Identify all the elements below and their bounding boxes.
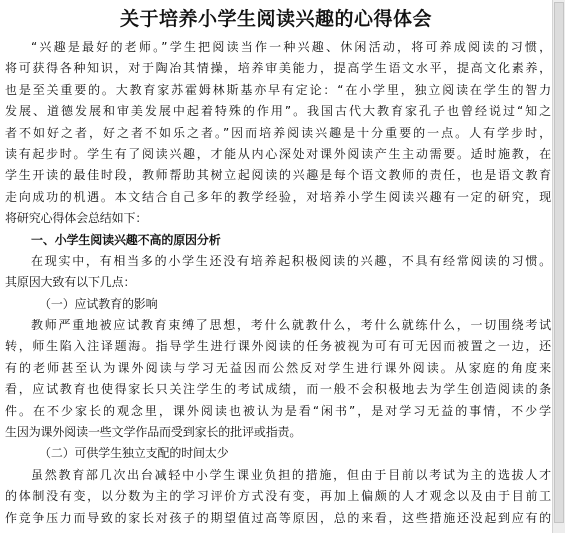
document-title: 关于培养小学生阅读兴趣的心得体会 [119,8,432,30]
paragraph-line: 者不如好之者，好之者不如乐之者。”因而培养阅读兴趣是十分重要的一点。人有学步时， [5,125,551,140]
paragraph-line: 教师严重地被应试教育束缚了思想，考什么就教什么，考什么就练什么，一切围绕考试 [31,318,551,333]
paragraph-line: 在现实中，有相当多的小学生还没有培养起积极阅读的兴趣，不具有经常阅读的习惯。 [31,253,551,268]
paragraph-line: 作竞争压力而导致的家长对孩子的期望值过高等原因，总的来看，这些措施还没起到应有的 [5,510,551,525]
paragraph-line: 学生开读的最佳时段，教师帮助其树立起阅读的兴趣是每个语文教师的责任，也是语文教育 [5,168,551,183]
section-heading: 一、小学生阅读兴趣不高的原因分析 [31,232,221,247]
paragraph-line: 虽然教育部几次出台减轻中小学生课业负担的措施，但由于目前以考试为主的选拔人才 [31,467,551,482]
paragraph-line: 其原因大致有以下几点： [5,275,136,290]
paragraph-line: 将可获得各种知识，对于陶冶其情操，培养审美能力，提高学生语文水平，提高文化素养， [5,61,551,76]
paragraph-line: 看，应试教育也使得家长只关注学生的考试成绩，而一般不会积极地去为学生创造阅读的条 [5,382,551,397]
vertical-scrollbar[interactable] [552,0,565,533]
paragraph-line: 读有起步时。学生有了阅读兴趣，才能从内心深处对课外阅读产生主动需要。适时施教，在 [5,146,551,161]
paragraph-line: 有的老师甚至认为课外阅读与学习无益因而公然反对学生进行课外阅读。从家庭的角度来 [5,360,551,375]
scrollbar-thumb[interactable] [554,2,564,523]
paragraph-line: 也是至关重要的。大教育家苏霍姆林斯基亦早有定论：“在小学里，独立阅读在学生的智力 [5,82,551,97]
paragraph-line: 转，师生陷入注译题海。指导学生进行课外阅读的任务被视为可有可无因而被置之一边，还 [5,339,551,354]
section-heading: （一）应试教育的影响 [39,296,158,311]
paragraph-line: 的体制没有变，以分数为主的学习评价方式没有变，再加上偏颇的人才观念以及由于目前工 [5,489,551,504]
paragraph-line: 走向成功的机遇。本文结合自己多年的教学经验，对培养小学生阅读兴趣有一定的研究，现 [5,189,551,204]
paragraph-line: 将研究心得体会总结如下： [5,211,148,226]
section-heading: （二）可供学生独立支配的时间太少 [39,446,229,461]
document-body [5,37,551,529]
paragraph-line: “兴趣是最好的老师。”学生把阅读当作一种兴趣、休闲活动，将可养成阅读的习惯， [31,40,551,54]
paragraph-line: 生因为课外阅读一些文学作品而受到家长的批评或指责。 [5,425,302,440]
paragraph-line: 件。在不少家长的观念里，课外阅读也被认为是看“闲书”，是对学习无益的事情，不少学 [5,403,551,418]
paragraph-line: 发展、道德发展和审美发展中起着特殊的作用”。我国古代大教育家孔子也曾经说过“知之 [5,104,551,119]
